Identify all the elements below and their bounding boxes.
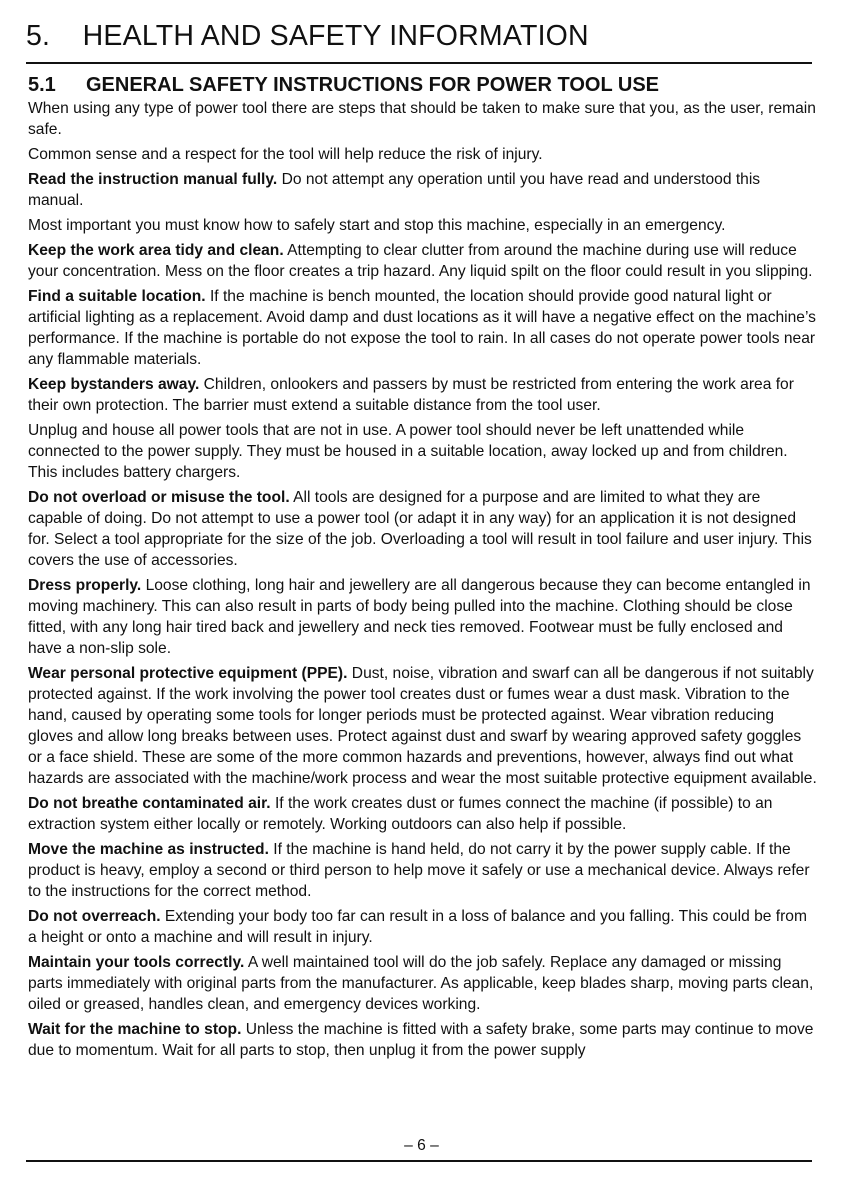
paragraph-start-stop — [28, 215, 818, 236]
paragraph-lead: Dress properly. — [28, 577, 142, 594]
paragraph-lead: Do not overload or misuse the tool. — [28, 489, 290, 506]
paragraph-wait-stop — [28, 1019, 818, 1061]
paragraph-move-machine — [28, 839, 818, 902]
page-number: – 6 – — [404, 1137, 439, 1154]
paragraph-lead: Do not breathe contaminated air. — [28, 795, 271, 812]
section-title: GENERAL SAFETY INSTRUCTIONS FOR POWER TOOL USE — [86, 74, 660, 96]
paragraph-text: All tools are designed for a purpose and are limited to what they are capable of doing. Do not attempt to use a power tool (or adapt it in any way) for an application it is not designed for. Select a tool appropriate for the size of the job. Overloading a tool will result in tool failure and user injury. This covers the use of accessories. — [28, 489, 812, 569]
paragraph-text: Do not attempt any operation until you have read and understood this manual. — [28, 171, 761, 209]
paragraph-air — [28, 793, 818, 835]
paragraph-lead: Find a suitable location. — [28, 288, 206, 305]
safety-instructions-body — [28, 98, 818, 1065]
paragraph-text: Extending your body too far can result in a loss of balance and you falling. This could be from a height or onto a machine and will result in injury. — [28, 908, 807, 946]
paragraph-text: Most important you must know how to safely start and stop this machine, especially in an emergency. — [28, 217, 726, 234]
paragraph-lead: Move the machine as instructed. — [28, 841, 269, 858]
paragraph-text: Loose clothing, long hair and jewellery are all dangerous because they can become entangled in moving machinery. This can also result in parts of body being pulled into the machine. Clothing should be close fitted, with any long hair tired back and jewellery and neck ties removed. Footwear must be fully enclosed and have a non-slip sole. — [28, 577, 811, 657]
paragraph-dress — [28, 575, 818, 659]
paragraph-text: When using any type of power tool there are steps that should be taken to make sure that you, as the user, remain safe. — [28, 100, 816, 138]
paragraph-text: A well maintained tool will do the job safely. Replace any damaged or missing parts immediately with original parts from the manufacturer. As applicable, keep blades sharp, moving parts clean, oiled or greased, handles clean, and emergency devices working. — [28, 954, 814, 1013]
paragraph-work-area — [28, 240, 818, 282]
paragraph-intro — [28, 98, 818, 140]
paragraph-read-manual — [28, 169, 818, 211]
paragraph-lead: Read the instruction manual fully. — [28, 171, 278, 188]
paragraph-lead: Wear personal protective equipment (PPE). — [28, 665, 348, 682]
paragraph-text: Unplug and house all power tools that are not in use. A power tool should never be left unattended while connected to the power supply. They must be housed in a suitable location, away locked up and from children. This includes battery chargers. — [28, 422, 788, 481]
paragraph-text: Common sense and a respect for the tool will help reduce the risk of injury. — [28, 146, 543, 163]
section-heading — [28, 75, 659, 95]
page-title: 5. HEALTH AND SAFETY INFORMATION — [26, 20, 589, 52]
paragraph-text: Dust, noise, vibration and swarf can all be dangerous if not suitably protected against. If the work involving the power tool creates dust or fumes wear a dust mask. Vibration to the hand, caused by operating some tools for longer periods must be protected against. Wear vibration reducing gloves and allow long breaks between uses. Protect against dust and swarf by wearing approved safety goggles or a face shield. These are some of the more common hazards and preventions, however, always find out what hazards are associated with the machine/work process and wear the most suitable protective equipment available. — [28, 665, 817, 787]
paragraph-lead: Keep the work area tidy and clean. — [28, 242, 284, 259]
paragraph-ppe — [28, 663, 818, 789]
paragraph-text: Children, onlookers and passers by must be restricted from entering the work area for their own protection. The barrier must extend a suitable distance from the tool user. — [28, 376, 794, 414]
paragraph-overload — [28, 487, 818, 571]
title-divider — [26, 62, 812, 64]
footer-divider — [26, 1160, 812, 1162]
paragraph-text: If the machine is hand held, do not carry it by the power supply cable. If the product is heavy, employ a second or third person to help move it safely or use a mechanical device. Always refer to the instructions for the correct method. — [28, 841, 810, 900]
section-number: 5.1 — [28, 74, 56, 96]
paragraph-lead: Keep bystanders away. — [28, 376, 200, 393]
paragraph-location — [28, 286, 818, 370]
paragraph-text: Unless the machine is fitted with a safety brake, some parts may continue to move due to momentum. Wait for all parts to stop, then unplug it from the power supply — [28, 1021, 814, 1059]
paragraph-overreach — [28, 906, 818, 948]
paragraph-unplug — [28, 420, 818, 483]
paragraph-text: If the work creates dust or fumes connect the machine (if possible) to an extraction system either locally or remotely. Working outdoors can also help if possible. — [28, 795, 773, 833]
paragraph-lead: Maintain your tools correctly. — [28, 954, 245, 971]
paragraph-lead: Wait for the machine to stop. — [28, 1021, 242, 1038]
paragraph-text: If the machine is bench mounted, the location should provide good natural light or artificial lighting as a replacement. Avoid damp and dust locations as it will have a negative effect on the machine’s performance. If the machine is portable do not expose the tool to rain. In all cases do not operate power tools near any flammable materials. — [28, 288, 816, 368]
paragraph-text: Attempting to clear clutter from around the machine during use will reduce your concentration. Mess on the floor creates a trip hazard. Any liquid spilt on the floor could result in you slipping. — [28, 242, 813, 280]
paragraph-bystanders — [28, 374, 818, 416]
paragraph-common-sense — [28, 144, 818, 165]
paragraph-maintain — [28, 952, 818, 1015]
paragraph-lead: Do not overreach. — [28, 908, 161, 925]
